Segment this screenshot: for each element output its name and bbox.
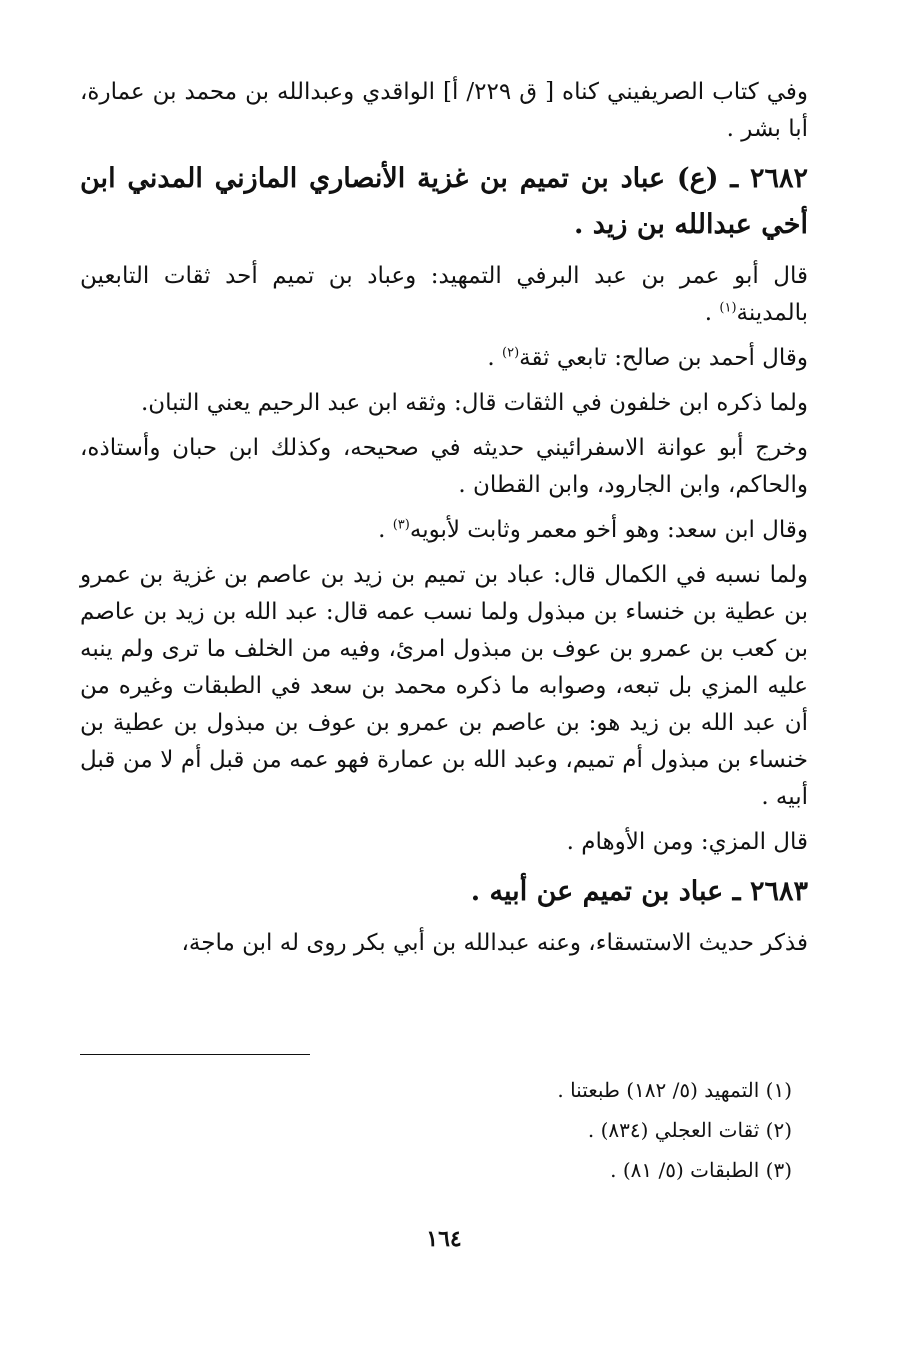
paragraph-abu-awana: وخرج أبو عوانة الاسفرائيني حديثه في صحيحه، وكذلك ابن حبان وأستاذه، والحاكم، وابن الجارود، وابن القطان .	[80, 435, 808, 498]
paragraph-end: .	[487, 345, 502, 371]
entry-heading-2682: ٢٦٨٢ ـ (ع) عباد بن تميم بن غزية الأنصاري المازني المدني ابن أخي عبدالله بن زيد .	[80, 163, 808, 240]
footnote-2: (٢) ثقات العجلي (٨٣٤) .	[587, 1118, 792, 1142]
paragraph-ibn-khalfun: ولما ذكره ابن خلفون في الثقات قال: وثقه ابن عبد الرحيم يعني التبان.	[140, 390, 808, 416]
book-page	[80, 74, 808, 1314]
paragraph-end: .	[704, 300, 720, 326]
paragraph-text: وقال أحمد بن صالح: تابعي ثقة	[519, 345, 808, 371]
paragraph-text: قال أبو عمر بن عبد البرفي التمهيد: وعباد بن تميم أحد ثقات التابعين بالمدينة	[80, 263, 808, 326]
paragraph-ahmad-ibn-salih	[80, 340, 808, 377]
footnote-3: (٣) الطبقات (٥/ ٨١) .	[610, 1158, 792, 1182]
page-number: ١٦٤	[426, 1226, 462, 1252]
footnote-ref-3[interactable]: (٣)	[392, 517, 410, 533]
footnote-ref-1[interactable]: (١)	[719, 300, 737, 316]
footnotes	[80, 1070, 808, 1190]
footnote-1: (١) التمهيد (٥/ ١٨٢) طبعتنا .	[557, 1078, 792, 1102]
paragraph-al-mizzi: قال المزي: ومن الأوهام .	[566, 829, 808, 855]
paragraph-ibn-abd-al-barr	[80, 258, 808, 332]
paragraph-text: وقال ابن سعد: وهو أخو معمر وثابت لأبويه	[409, 517, 808, 543]
footnote-separator	[80, 1054, 310, 1055]
paragraph-al-kamal: ولما نسبه في الكمال قال: عباد بن تميم بن زيد بن عاصم بن غزية بن عمرو بن عطية بن خنساء بن مبذول ولما نسب عمه قال: عبد الله بن زيد بن عاصم بن كعب بن عمرو بن عوف بن مبذول امرئ، وفيه من الخلف ما ترى ولم ينبه عليه المزي بل تبعه، وصوابه ما ذكره محمد بن سعد في الطبقات وغيره من أن عبد الله بن زيد هو: بن عاصم بن عمرو بن عوف بن مبذول بن عطية بن خنساء بن مبذول أم تميم، وعبد الله بن عمارة فهو عمه من قبل أم لا من قبل أبيه .	[80, 562, 808, 810]
paragraph-istisqa: فذكر حديث الاستسقاء، وعنه عبدالله بن أبي بكر روى له ابن ماجة،	[181, 930, 808, 956]
entry-heading-2683: ٢٦٨٣ ـ عباد بن تميم عن أبيه .	[470, 876, 808, 907]
paragraph-end: .	[378, 517, 393, 543]
footnote-ref-2[interactable]: (٢)	[502, 345, 520, 361]
paragraph-ibn-saad	[80, 512, 808, 549]
paragraph-kunya: وفي كتاب الصريفيني كناه [ ق ٢٢٩/ أ] الواقدي وعبدالله بن محمد بن عمارة، أبا بشر .	[80, 79, 808, 142]
